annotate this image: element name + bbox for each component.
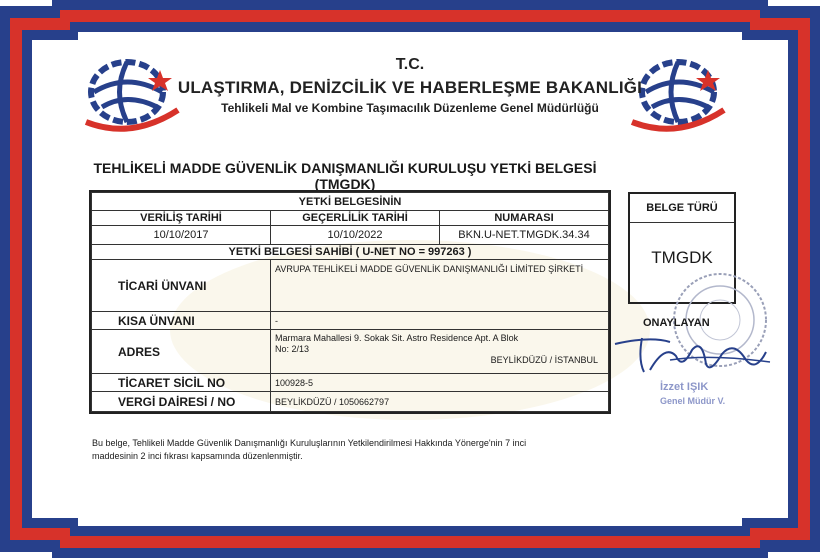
valid-date-header: GEÇERLİLİK TARİHİ [271, 211, 440, 226]
certificate-type-value: TMGDK [651, 248, 713, 267]
certificate-title [70, 160, 620, 192]
address-line1: Marmara Mahallesi 9. Sokak Sit. Astro Residence Apt. A Blok [275, 333, 519, 343]
approved-by-label: ONAYLAYAN [643, 317, 710, 329]
holder-title: YETKİ BELGESİ SAHİBİ ( U-NET NO = 997263 ) [92, 245, 609, 260]
short-name-value: - [271, 312, 609, 330]
number-header: NUMARASI [440, 211, 609, 226]
address-city: BEYLİKDÜZÜ / İSTANBUL [490, 355, 598, 365]
trade-registry-label: TİCARET SİCİL NO [92, 374, 271, 392]
certificate-number: BKN.U-NET.TMGDK.34.34 [440, 226, 609, 245]
certificate-title-line2: (TMGDK) [314, 176, 376, 192]
issue-date-header: VERİLİŞ TARİHİ [92, 211, 271, 226]
certificate-title-line1: TEHLİKELİ MADDE GÜVENLİK DANIŞMANLIĞI KURULUŞU YETKİ BELGESİ [93, 160, 597, 176]
ministry-name: ULAŞTIRMA, DENİZCİLİK VE HABERLEŞME BAKANLIĞI [177, 78, 643, 97]
issue-date: 10/10/2017 [92, 226, 271, 245]
tax-office-label: VERGİ DAİRESİ / NO [92, 392, 271, 412]
trade-name-label: TİCARİ ÜNVANI [92, 260, 271, 312]
tc-label: T.C. [395, 56, 425, 73]
section-title: YETKİ BELGESİNİN [92, 193, 609, 211]
trade-name-value: AVRUPA TEHLİKELİ MADDE GÜVENLİK DANIŞMANLIĞI LİMİTED ŞİRKETİ [271, 260, 609, 312]
address-label: ADRES [92, 330, 271, 374]
legal-footer [92, 437, 592, 463]
certificate-table [91, 192, 609, 412]
tax-office-value: BEYLİKDÜZÜ / 1050662797 [271, 392, 609, 412]
signature [610, 330, 780, 380]
signer-title: Genel Müdür V. [660, 396, 726, 406]
footer-line2: maddesinin 2 inci fıkrası kapsamında düzenlenmiştir. [92, 451, 303, 461]
valid-date: 10/10/2022 [271, 226, 440, 245]
directorate-name: Tehlikeli Mal ve Kombine Taşımacılık Düzenleme Genel Müdürlüğü [221, 101, 599, 115]
signer-name: İzzet IŞIK [660, 381, 709, 393]
address-value [271, 330, 609, 374]
short-name-label: KISA ÜNVANI [92, 312, 271, 330]
trade-registry-value: 100928-5 [271, 374, 609, 392]
footer-line1: Bu belge, Tehlikeli Madde Güvenlik Danışmanlığı Kuruluşlarının Yetkilendirilmesi Hakkında Yönerge'nin 7 inci [92, 438, 527, 448]
address-line2: No: 2/13 [275, 344, 310, 354]
certificate-type-label: BELGE TÜRÜ [630, 194, 734, 223]
